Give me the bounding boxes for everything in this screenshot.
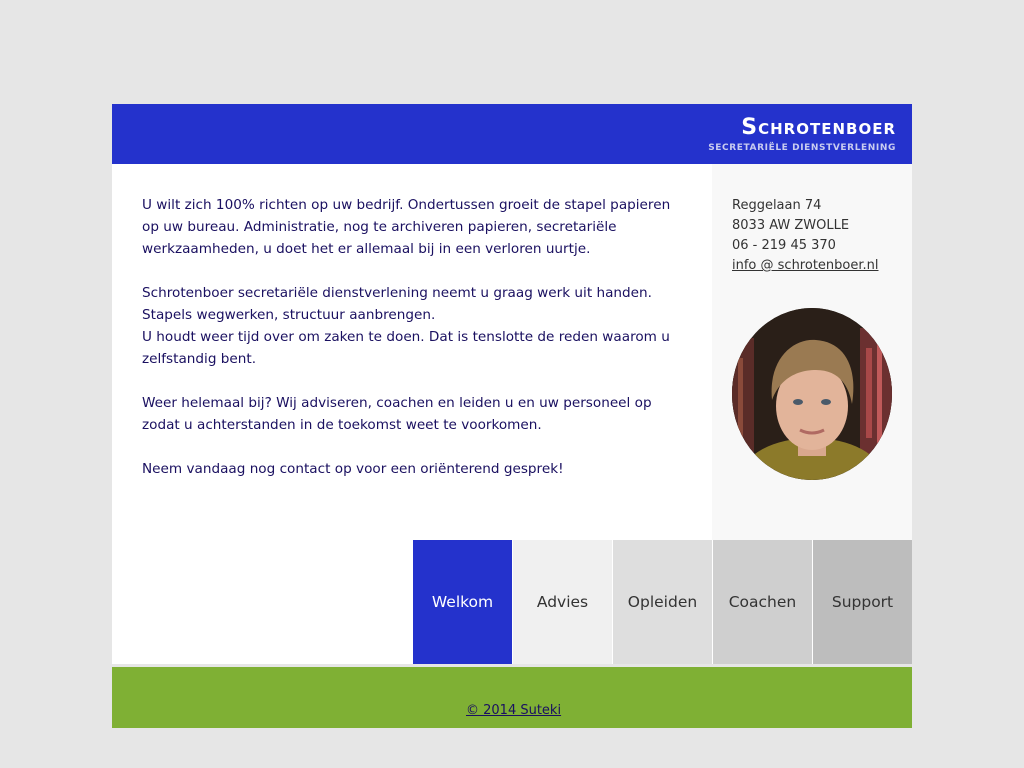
header xyxy=(112,104,912,164)
call-to-action xyxy=(142,458,682,480)
intro-paragraph xyxy=(142,194,682,260)
brand-tagline: SECRETARIËLE DIENSTVERLENING xyxy=(708,143,896,153)
nav-spacer xyxy=(112,540,413,664)
portrait-photo xyxy=(732,308,892,480)
phone-number: 06 - 219 45 370 xyxy=(732,238,836,253)
nav-item-welkom[interactable]: Welkom xyxy=(413,540,512,664)
main-text xyxy=(112,164,712,540)
address-city: 8033 AW ZWOLLE xyxy=(732,218,850,233)
text-line: Neem vandaag nog contact op voor een oriënterend gesprek! xyxy=(142,461,564,477)
brand[interactable] xyxy=(708,116,896,153)
text-line: Stapels wegwerken, structuur aanbrengen. xyxy=(142,307,436,323)
text-line: U houdt weer tijd over om zaken te doen. Dat is tenslotte de reden waarom u zelfstandig bent. xyxy=(142,329,670,367)
brand-name: Schrotenboer xyxy=(741,115,896,140)
footer xyxy=(112,667,912,728)
address-street: Reggelaan 74 xyxy=(732,198,822,213)
copyright-link[interactable]: © 2014 Suteki xyxy=(466,703,562,718)
nav-item-coachen[interactable]: Coachen xyxy=(713,540,812,664)
nav-item-advies[interactable]: Advies xyxy=(513,540,612,664)
text-line: Schrotenboer secretariële dienstverlening neemt u graag werk uit handen. xyxy=(142,285,652,301)
advice-paragraph xyxy=(142,392,682,436)
email-link[interactable]: info @ schrotenboer.nl xyxy=(732,258,879,273)
service-paragraph xyxy=(142,282,682,370)
text-line: U wilt zich 100% richten op uw bedrijf. Ondertussen groeit de stapel papieren op uw bureau. Administratie, nog te archiveren papieren, secretariële werkzaamheden, u doet het er allemaal bij in een verloren uurtje. xyxy=(142,197,671,257)
text-line: Weer helemaal bij? Wij adviseren, coachen en leiden u en uw personeel op zodat u achterstanden in de toekomst weet te voorkomen. xyxy=(142,395,652,433)
content xyxy=(112,164,912,540)
nav-item-opleiden[interactable]: Opleiden xyxy=(613,540,712,664)
navigation xyxy=(112,540,912,664)
sidebar xyxy=(712,164,912,540)
site-container xyxy=(112,104,912,728)
portrait-icon xyxy=(732,308,892,480)
nav-item-support[interactable]: Support xyxy=(813,540,912,664)
